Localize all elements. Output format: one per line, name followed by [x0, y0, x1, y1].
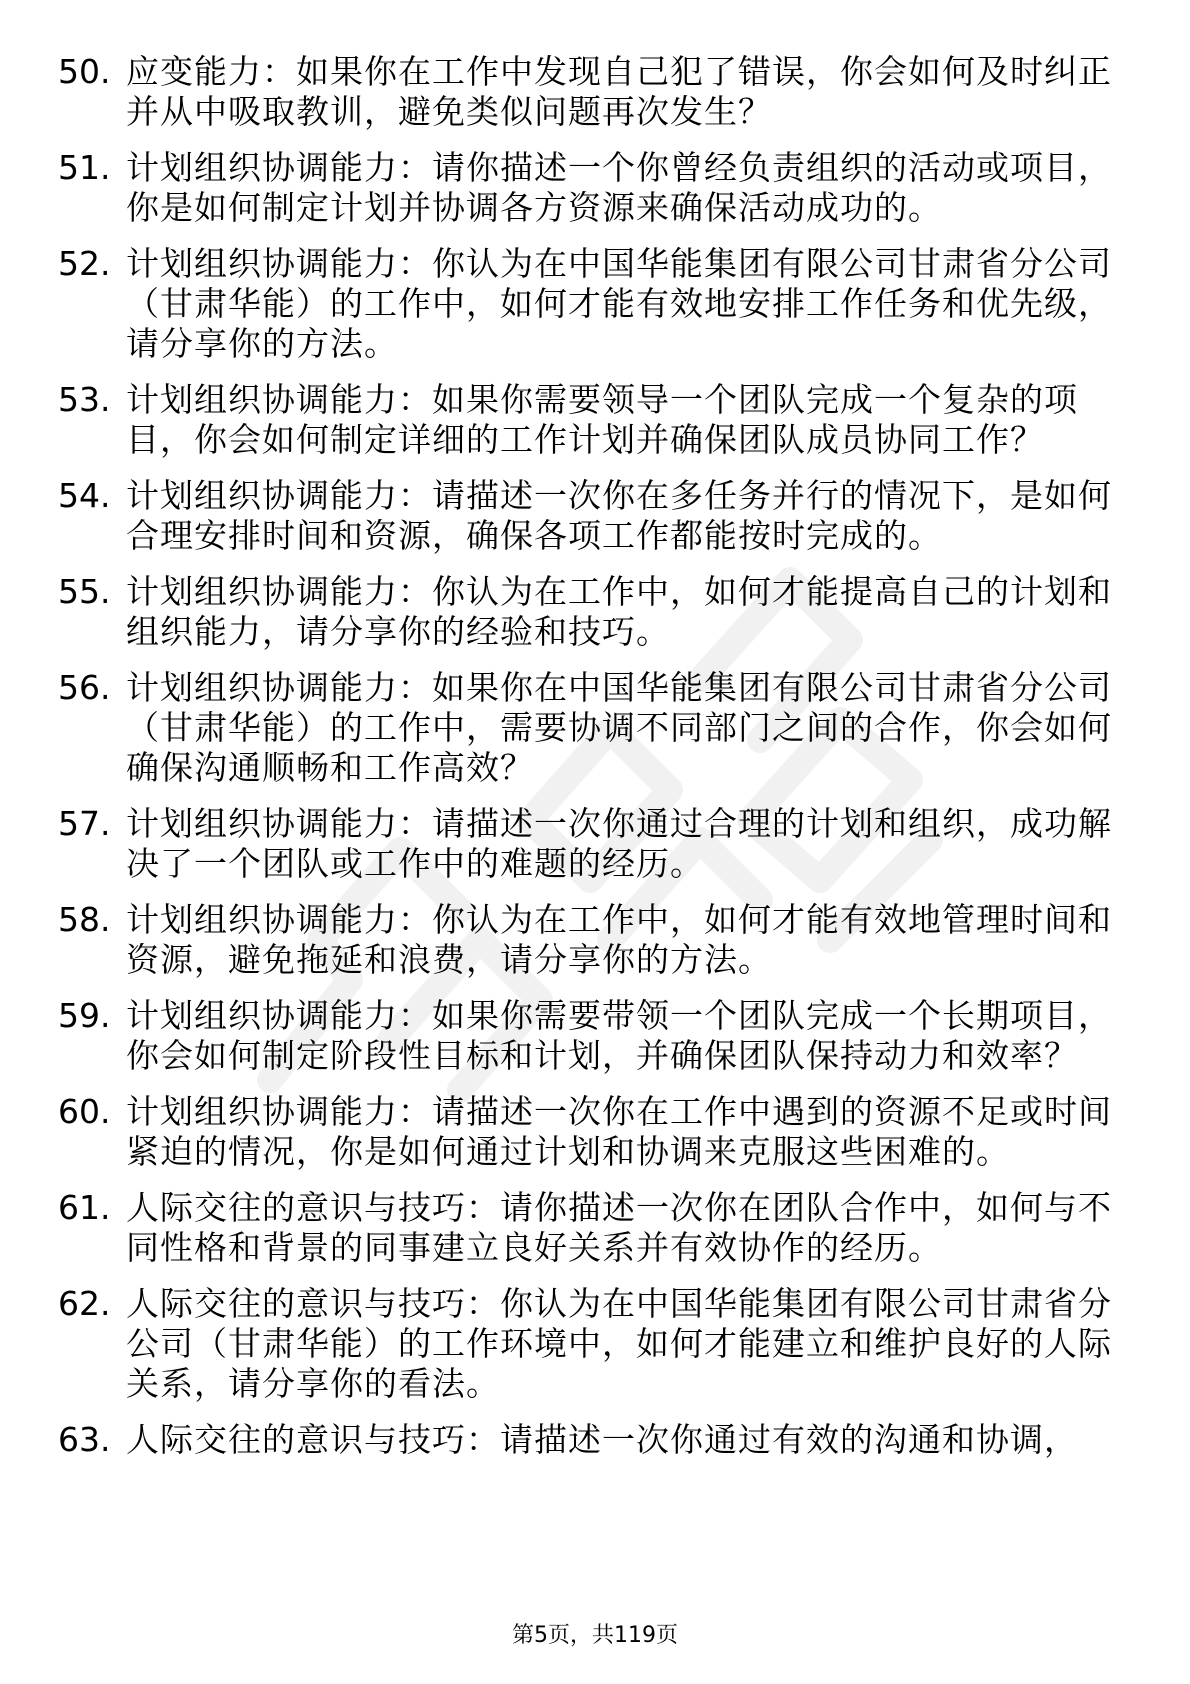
- page-number-label: 第5页，共119页: [512, 1623, 678, 1648]
- question-number: 57.: [58, 804, 111, 843]
- question-number: 52.: [58, 244, 111, 283]
- question-number: 61.: [58, 1188, 111, 1227]
- question-item: [58, 244, 1118, 364]
- question-item: [58, 668, 1118, 788]
- question-text: 计划组织协调能力：你认为在中国华能集团有限公司甘肃省分公司（甘肃华能）的工作中，如何才能有效地安排工作任务和优先级，请分享你的方法。: [126, 244, 1112, 363]
- question-item: [58, 1092, 1118, 1172]
- page-footer: [0, 1622, 1190, 1650]
- question-number: 62.: [58, 1284, 111, 1323]
- question-number: 55.: [58, 572, 111, 611]
- question-number: 59.: [58, 996, 111, 1035]
- question-text: 计划组织协调能力：请你描述一个你曾经负责组织的活动或项目，你是如何制定计划并协调各方资源来确保活动成功的。: [126, 148, 1112, 227]
- question-number: 56.: [58, 668, 111, 707]
- question-item: [58, 380, 1118, 460]
- question-text: 人际交往的意识与技巧：请你描述一次你在团队合作中，如何与不同性格和背景的同事建立良好关系并有效协作的经历。: [126, 1188, 1112, 1267]
- question-item: [58, 1284, 1118, 1404]
- question-item: [58, 1188, 1118, 1268]
- question-text: 计划组织协调能力：请描述一次你在工作中遇到的资源不足或时间紧迫的情况，你是如何通过计划和协调来克服这些困难的。: [126, 1092, 1112, 1171]
- question-text: 计划组织协调能力：请描述一次你通过合理的计划和组织，成功解决了一个团队或工作中的难题的经历。: [126, 804, 1112, 883]
- question-item: [58, 804, 1118, 884]
- question-text: 应变能力：如果你在工作中发现自己犯了错误，你会如何及时纠正并从中吸取教训，避免类似问题再次发生？: [126, 52, 1112, 131]
- question-item: [58, 52, 1118, 132]
- question-number: 53.: [58, 380, 111, 419]
- question-text: 计划组织协调能力：请描述一次你在多任务并行的情况下，是如何合理安排时间和资源，确保各项工作都能按时完成的。: [126, 476, 1112, 555]
- question-number: 63.: [58, 1420, 111, 1459]
- question-item: [58, 900, 1118, 980]
- question-text: 计划组织协调能力：你认为在工作中，如何才能有效地管理时间和资源，避免拖延和浪费，请分享你的方法。: [126, 900, 1112, 979]
- question-text: 人际交往的意识与技巧：请描述一次你通过有效的沟通和协调，: [126, 1420, 1078, 1459]
- question-text: 计划组织协调能力：如果你需要领导一个团队完成一个复杂的项目，你会如何制定详细的工作计划并确保团队成员协同工作？: [126, 380, 1078, 459]
- question-item: [58, 148, 1118, 228]
- question-text: 计划组织协调能力：你认为在工作中，如何才能提高自己的计划和组织能力，请分享你的经验和技巧。: [126, 572, 1112, 651]
- question-number: 50.: [58, 52, 111, 91]
- question-number: 58.: [58, 900, 111, 939]
- question-number: 60.: [58, 1092, 111, 1131]
- question-number: 54.: [58, 476, 111, 515]
- question-number: 51.: [58, 148, 111, 187]
- question-text: 人际交往的意识与技巧：你认为在中国华能集团有限公司甘肃省分公司（甘肃华能）的工作环境中，如何才能建立和维护良好的人际关系，请分享你的看法。: [126, 1284, 1112, 1403]
- question-text: 计划组织协调能力：如果你在中国华能集团有限公司甘肃省分公司（甘肃华能）的工作中，需要协调不同部门之间的合作，你会如何确保沟通顺畅和工作高效？: [126, 668, 1112, 787]
- question-item: [58, 476, 1118, 556]
- question-item: [58, 1420, 1118, 1460]
- question-item: [58, 996, 1118, 1076]
- question-text: 计划组织协调能力：如果你需要带领一个团队完成一个长期项目，你会如何制定阶段性目标和计划，并确保团队保持动力和效率？: [126, 996, 1112, 1075]
- question-list: [58, 52, 1118, 1476]
- question-item: [58, 572, 1118, 652]
